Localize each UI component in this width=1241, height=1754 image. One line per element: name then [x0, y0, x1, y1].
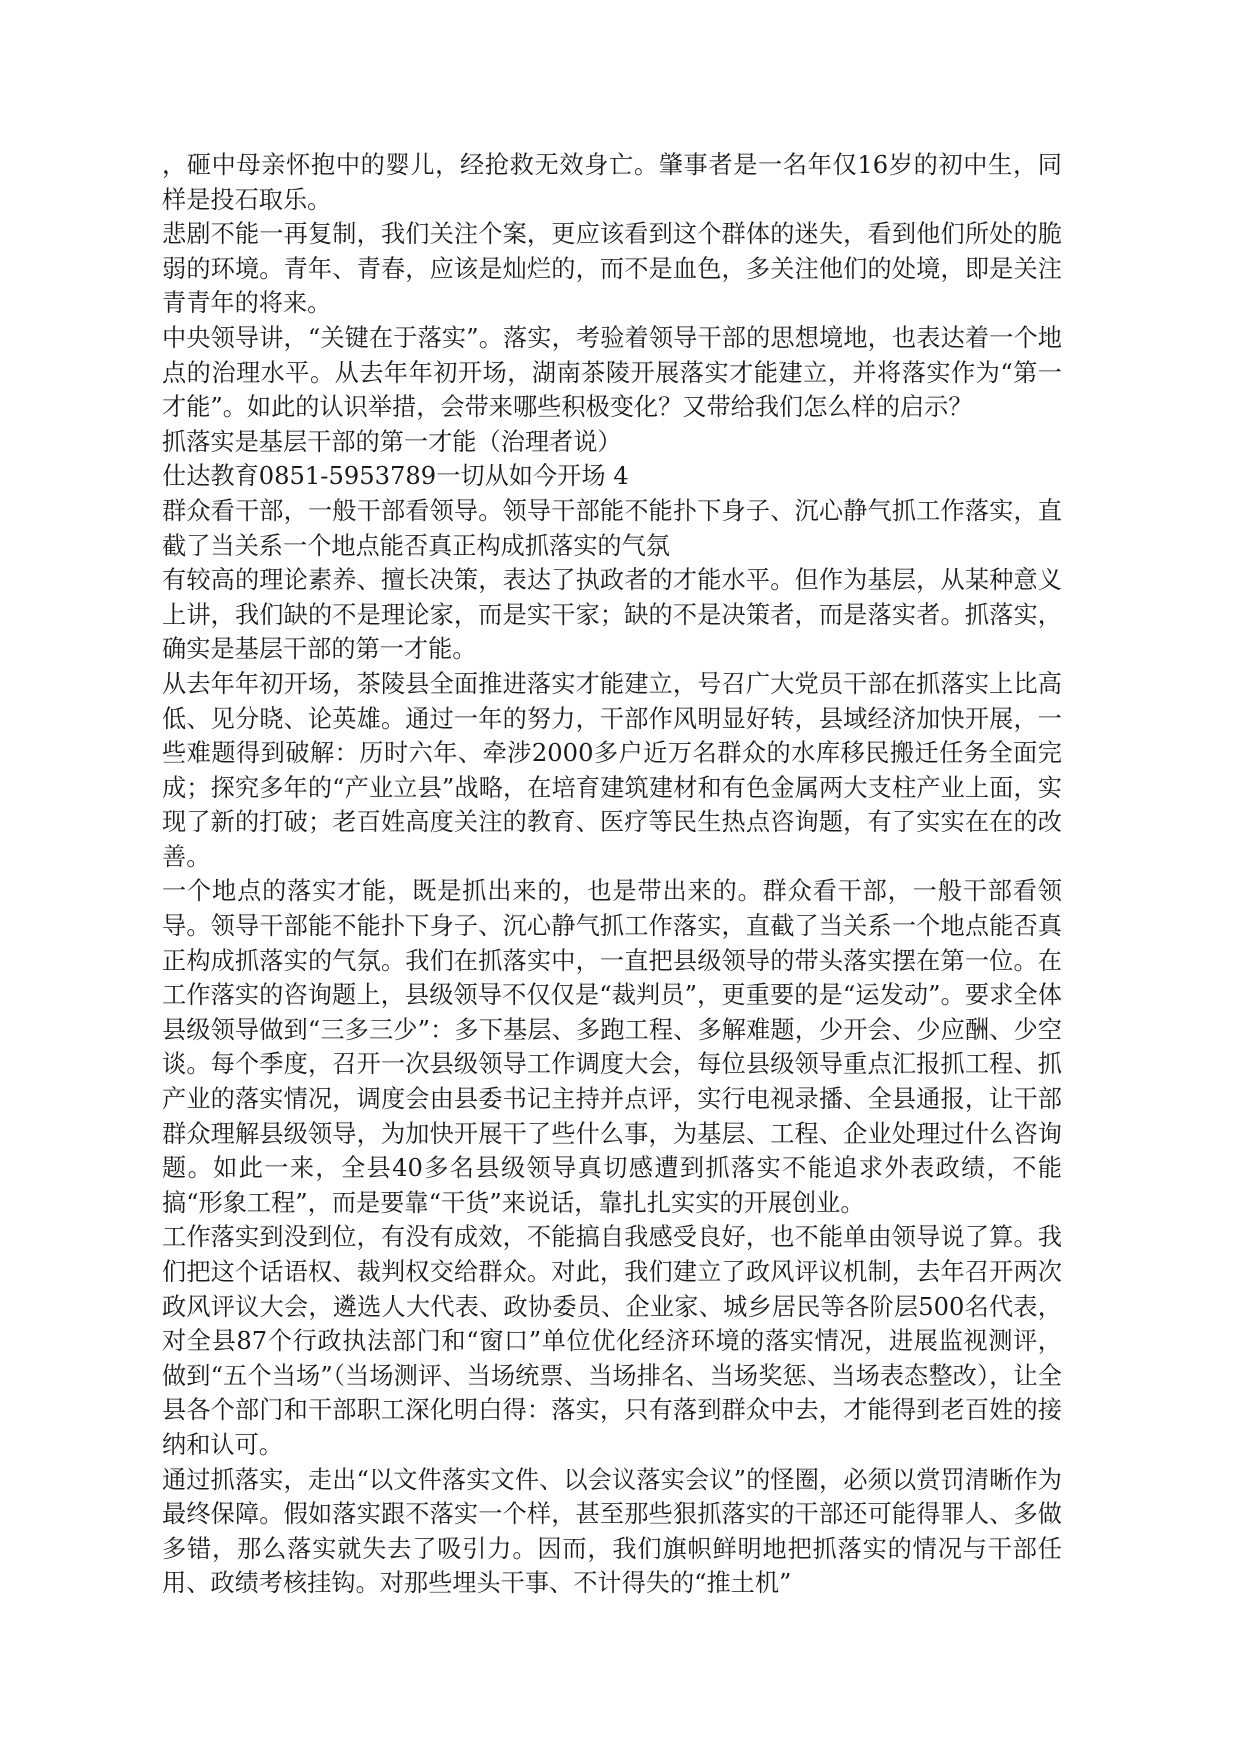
document-body: [162, 148, 1062, 1601]
paragraph-6: 群众看干部，一般干部看领导。领导干部能不能扑下身子、沉心静气抓工作落实，直截了当关系一个地点能否真正构成抓落实的气氛: [162, 496, 1062, 560]
paragraph-8: 从去年年初开场，茶陵县全面推进落实才能建立，号召广大党员干部在抓落实上比高低、见分晓、论英雄。通过一年的努力，干部作风明显好转，县域经济加快开展，一些难题得到破解：历时六年、牵涉2000多户近万名群众的水库移民搬迁任务全面完成；探究多年的“产业立县”战略，在培育建筑建材和有色金属两大支柱产业上面，实现了新的打破；老百姓高度关注的教育、医疗等民生热点咨询题，有了实实在在的改善。: [162, 669, 1062, 871]
paragraph-2: 悲剧不能一再复制，我们关注个案，更应该看到这个群体的迷失，看到他们所处的脆弱的环境。青年、青春，应该是灿烂的，而不是血色，多关注他们的处境，即是关注青青年的将来。: [162, 220, 1062, 318]
paragraph-7: 有较高的理论素养、擅长决策，表达了执政者的才能水平。但作为基层，从某种意义上讲，我们缺的不是理论家，而是实干家；缺的不是决策者，而是落实者。抓落实，确实是基层干部的第一才能。: [162, 566, 1062, 664]
paragraph-10: 工作落实到没到位，有没有成效，不能搞自我感受良好，也不能单由领导说了算。我们把这个话语权、裁判权交给群众。对此，我们建立了政风评议机制，去年召开两次政风评议大会，遴选人大代表、政协委员、企业家、城乡居民等各阶层500名代表，对全县87个行政执法部门和“窗口”单位优化经济环境的落实情况，进展监视测评，做到“五个当场”（当场测评、当场统票、当场排名、当场奖惩、当场表态整改），让全县各个部门和干部职工深化明白得：落实，只有落到群众中去，才能得到老百姓的接纳和认可。: [162, 1223, 1062, 1459]
article-title: 抓落实是基层干部的第一才能（治理者说）: [162, 427, 622, 456]
paragraph-1: ，砸中母亲怀抱中的婴儿，经抢救无效身亡。肇事者是一名年仅16岁的初中生，同样是投石取乐。: [162, 151, 1062, 214]
header-line: 仕达教育0851-5953789一切从如今开场 4: [162, 462, 629, 491]
paragraph-11: 通过抓落实，走出“以文件落实文件、以会议落实会议”的怪圈，必须以赏罚清晰作为最终保障。假如落实跟不落实一个样，甚至那些狠抓落实的干部还可能得罪人、多做多错，那么落实就失去了吸引力。因而，我们旗帜鲜明地把抓落实的情况与干部任用、政绩考核挂钩。对那些埋头干事、不计得失的“推土机”: [162, 1465, 1062, 1598]
paragraph-9: 一个地点的落实才能，既是抓出来的，也是带出来的。群众看干部，一般干部看领导。领导干部能不能扑下身子、沉心静气抓工作落实，直截了当关系一个地点能否真正构成抓落实的气氛。我们在抓落实中，一直把县级领导的带头落实摆在第一位。在工作落实的咨询题上，县级领导不仅仅是“裁判员”，更重要的是“运发动”。要求全体县级领导做到“三多三少”：多下基层、多跑工程、多解难题，少开会、少应酬、少空谈。每个季度，召开一次县级领导工作调度大会，每位县级领导重点汇报抓工程、抓产业的落实情况，调度会由县委书记主持并点评，实行电视录播、全县通报，让干部群众理解县级领导，为加快开展干了些什么事，为基层、工程、企业处理过什么咨询题。如此一来，全县40多名县级领导真切感遭到抓落实不能追求外表政绩，不能搞“形象工程”，而是要靠“干货”来说话，靠扎扎实实的开展创业。: [162, 877, 1062, 1217]
paragraph-3: 中央领导讲，“关键在于落实”。落实，考验着领导干部的思想境地，也表达着一个地点的治理水平。从去年年初开场，湖南茶陵开展落实才能建立，并将落实作为“第一才能”。如此的认识举措，会带来哪些积极变化？又带给我们怎么样的启示？: [162, 323, 1062, 422]
